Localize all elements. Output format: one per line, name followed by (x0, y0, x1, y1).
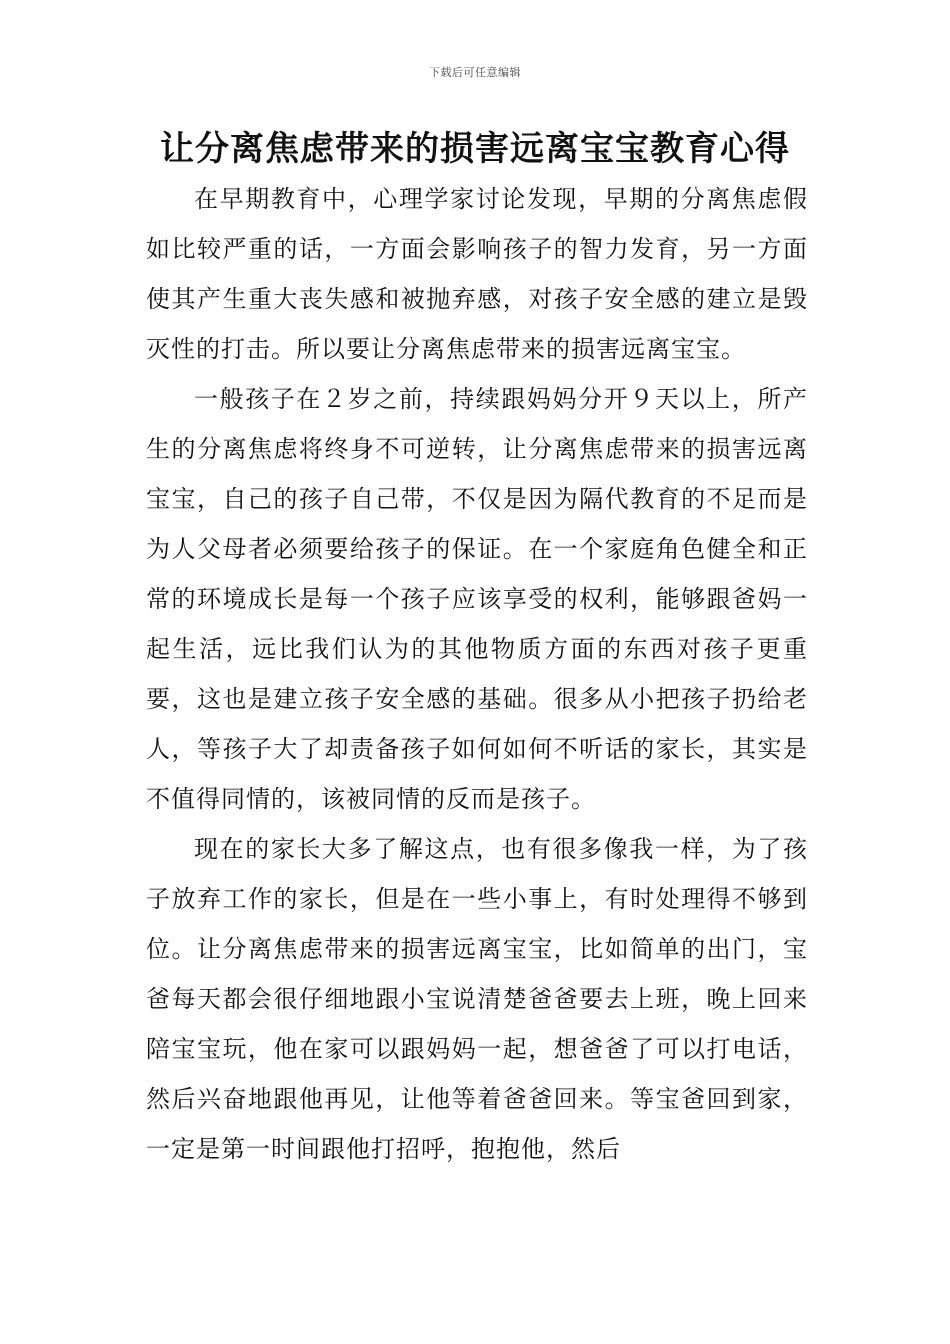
paragraph: 一般孩子在２岁之前，持续跟妈妈分开９天以上，所产生的分离焦虑将终身不可逆转，让分离焦虑带来的损害远离宝宝，自己的孩子自己带，不仅是因为隔代教育的不足而是为人父母者必须要给孩子的保证。在一个家庭角色健全和正常的环境成长是每一个孩子应该享受的权利，能够跟爸妈一起生活，远比我们认为的其他物质方面的东西对孩子更重要，这也是建立孩子安全感的基础。很多从小把孩子扔给老人，等孩子大了却责备孩子如何如何不听话的家长，其实是不值得同情的，该被同情的反而是孩子。 (146, 385, 808, 813)
document-body (146, 174, 808, 1174)
paragraph: 在早期教育中，心理学家讨论发现，早期的分离焦虑假如比较严重的话，一方面会影响孩子的智力发育，另一方面使其产生重大丧失感和被抛弃感，对孩子安全感的建立是毁灭性的打击。所以要让分离焦虑带来的损害远离宝宝。 (146, 185, 808, 363)
document-title: 让分离焦虑带来的损害远离宝宝教育心得 (160, 129, 790, 169)
header-note: 下载后可任意编辑 (429, 66, 521, 79)
paragraph: 现在的家长大多了解这点，也有很多像我一样，为了孩子放弃工作的家长，但是在一些小事上，有时处理得不够到位。让分离焦虑带来的损害远离宝宝，比如简单的出门，宝爸每天都会很仔细地跟小宝说清楚爸爸要去上班，晚上回来陪宝宝玩，他在家可以跟妈妈一起，想爸爸了可以打电话，然后兴奋地跟他再见，让他等着爸爸回来。等宝爸回到家，一定是第一时间跟他打招呼，抱抱他，然后 (146, 835, 808, 1163)
